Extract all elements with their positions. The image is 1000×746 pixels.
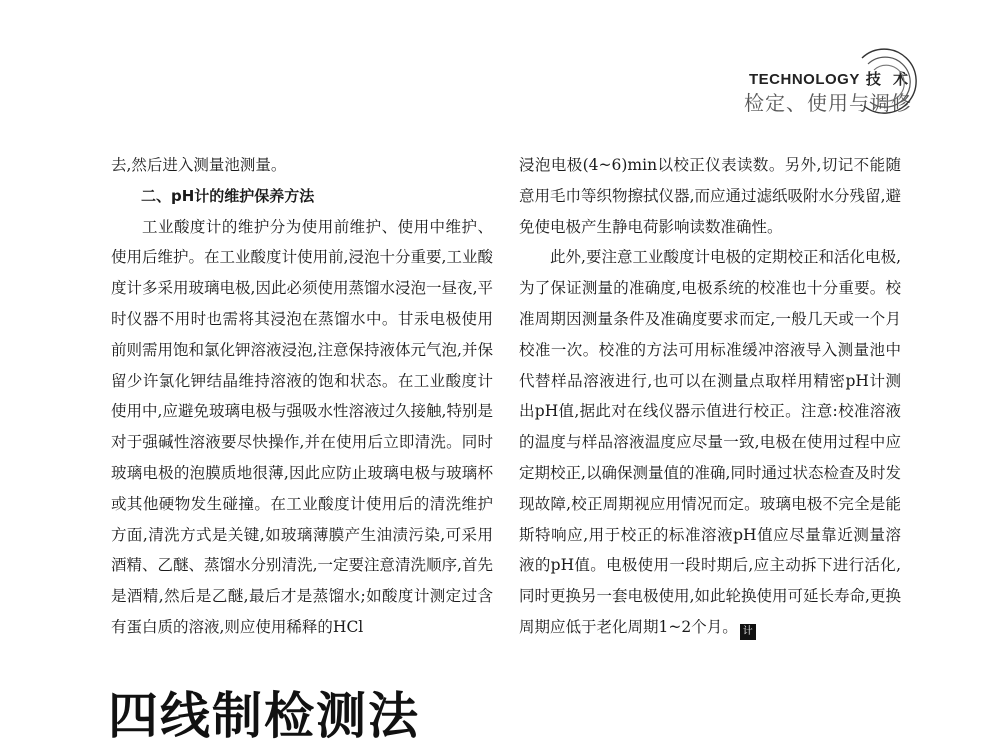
section-label-cn: 技 术 bbox=[865, 71, 912, 88]
end-of-article-icon: 计 bbox=[740, 624, 756, 640]
right-main-paragraph bbox=[519, 242, 901, 642]
left-continued-paragraph: 去,然后进入测量池测量。 bbox=[111, 156, 287, 174]
section-heading: 二、pH计的维护保养方法 bbox=[141, 186, 315, 205]
left-main-paragraph: 工业酸度计的维护分为使用前维护、使用中维护、使用后维护。在工业酸度计使用前,浸泡十分重要,工业酸度计多采用玻璃电极,因此必须使用蒸馏水浸泡一昼夜,平时仪器不用时也需将其浸泡在蒸馏水中。甘汞电极使用前则需用饱和氯化钾溶液浸泡,注意保持液体元气泡,并保留少许氯化钾结晶维持溶液的饱和状态。在工业酸度计使用中,应避免玻璃电极与强吸水性溶液过久接触,特别是对于强碱性溶液要尽快操作,并在使用后立即清洗。同时玻璃电极的泡膜质地很薄,因此应防止玻璃电极与玻璃杯或其他硬物发生碰撞。在工业酸度计使用后的清洗维护方面,清洗方式是关键,如玻璃薄膜产生油渍污染,可采用酒精、乙醚、蒸馏水分别清洗,一定要注意清洗顺序,首先是酒精,然后是乙醚,最后才是蒸馏水;如酸度计测定过含有蛋白质的溶液,则应使用稀释的HCl bbox=[111, 217, 493, 636]
next-article-title: 四线制检测法 bbox=[108, 687, 420, 745]
header-swirl-decoration bbox=[842, 40, 922, 120]
section-label-en: TECHNOLOGY bbox=[748, 71, 860, 88]
left-text-column bbox=[111, 150, 493, 643]
right-continued-paragraph: 浸泡电极(4~6)min以校正仪表读数。另外,切记不能随意用毛巾等织物擦拭仪器,而应通过滤纸吸附水分残留,避免使电极产生静电荷影响读数准确性。 bbox=[519, 156, 901, 236]
right-main-paragraph-text: 此外,要注意工业酸度计电极的定期校正和活化电极,为了保证测量的准确度,电极系统的校准也十分重要。校准周期因测量条件及准确度要求而定,一般几天或一个月校准一次。校准的方法可用标准缓冲溶液导入测量池中代替样品溶液进行,也可以在测量点取样用精密pH计测出pH值,据此对在线仪器示值进行校正。注意:校准溶液的温度与样品溶液温度应尽量一致,电极在使用过程中应定期校正,以确保测量值的准确,同时通过状态检查及时发现故障,校正周期视应用情况而定。玻璃电极不完全是能斯特响应,用于校正的标准溶液pH值应尽量靠近测量溶液的pH值。电极使用一段时期后,应主动拆下进行活化,同时更换另一套电极使用,如此轮换使用可延长寿命,更换周期应低于老化周期1~2个月。 bbox=[519, 248, 901, 636]
right-text-column bbox=[519, 150, 901, 643]
section-subtitle: 检定、使用与调修 bbox=[744, 91, 912, 115]
